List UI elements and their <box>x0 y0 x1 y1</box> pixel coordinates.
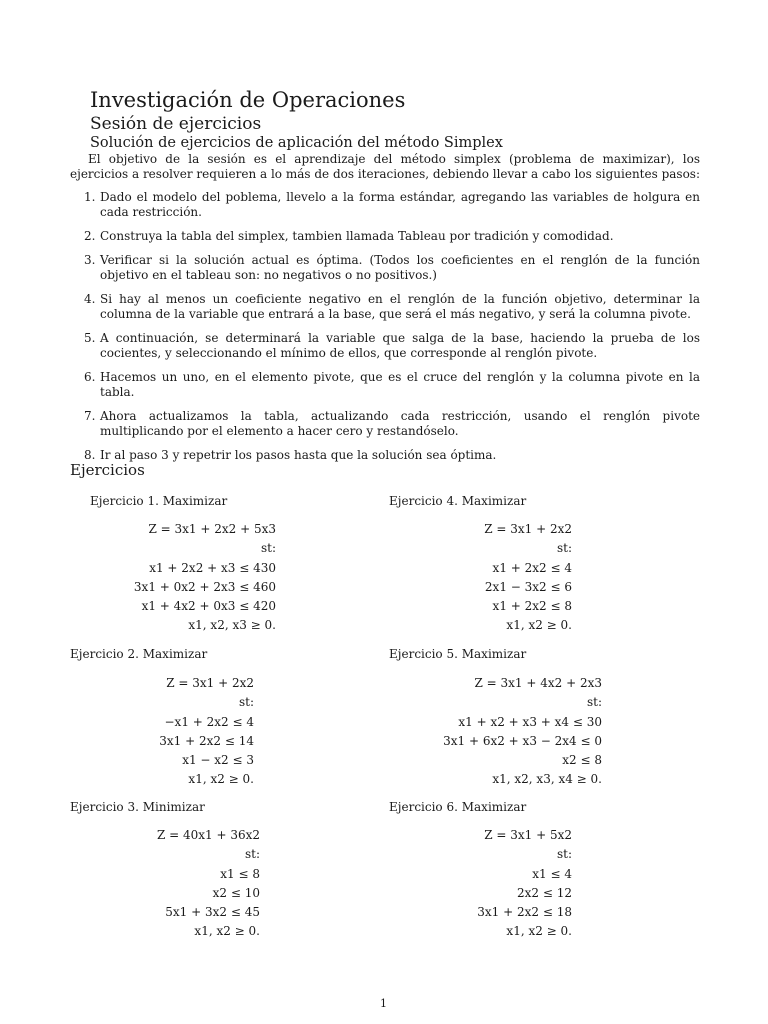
steps-list <box>70 190 700 463</box>
step-item <box>70 292 700 322</box>
step-text: A continuación, se determinará la variable que salga de la base, haciendo la prueba de los cocientes, y seleccionando el mínimo de ellos, que corresponde al renglón pivote. <box>100 331 700 360</box>
step-text: Ir al paso 3 y repetrir los pasos hasta que la solución sea óptima. <box>100 448 497 462</box>
step-number: 7. <box>84 409 96 423</box>
exercise-5-title: Ejercicio 5. Maximizar <box>389 647 527 661</box>
exercises-heading: Ejercicios <box>70 461 145 479</box>
constraint: x1 + 2x2 ≤ 8 <box>492 599 572 614</box>
constraint: 3x1 + 2x2 ≤ 14 <box>159 733 254 748</box>
exercise-2-model <box>159 674 254 790</box>
document-title: Investigación de Operaciones <box>90 88 406 112</box>
objective-function: Z = 3x1 + 2x2 <box>484 522 572 536</box>
constraint: x1 + 2x2 + x3 ≤ 430 <box>149 560 276 575</box>
objective-function: Z = 3x1 + 2x2 <box>166 676 254 690</box>
constraint: x1 + x2 + x3 + x4 ≤ 30 <box>458 714 602 729</box>
nonnegativity-constraint: x1, x2, x3 ≥ 0. <box>188 618 276 633</box>
objective-function: Z = 3x1 + 5x2 <box>484 828 572 842</box>
step-item <box>70 331 700 361</box>
constraint: 2x2 ≤ 12 <box>517 885 572 900</box>
exercise-6-model <box>477 826 572 942</box>
constraint: 2x1 − 3x2 ≤ 6 <box>484 579 572 594</box>
exercise-5-model <box>443 674 602 790</box>
step-item <box>70 253 700 283</box>
intro-text: El objetivo de la sesión es el aprendizaje del método simplex (problema de maximizar), los ejercicios a resolver requieren a lo más de dos iteraciones, debiendo llevar a cabo los siguientes pasos: <box>70 152 700 181</box>
constraint: 3x1 + 0x2 + 2x3 ≤ 460 <box>133 579 276 594</box>
step-number: 3. <box>84 253 96 267</box>
step-item <box>70 448 700 463</box>
nonnegativity-constraint: x1, x2 ≥ 0. <box>194 924 260 939</box>
objective-function: Z = 40x1 + 36x2 <box>156 828 260 842</box>
step-number: 8. <box>84 448 96 462</box>
step-text: Ahora actualizamos la tabla, actualizando cada restricción, usando el renglón pivote multiplicando por el elemento a hacer cero y restandóselo. <box>100 409 700 438</box>
exercise-2-title: Ejercicio 2. Maximizar <box>70 647 208 661</box>
nonnegativity-constraint: x1, x2 ≥ 0. <box>506 924 572 939</box>
constraint: x1 + 4x2 + 0x3 ≤ 420 <box>141 599 276 614</box>
step-item <box>70 409 700 439</box>
step-item <box>70 229 700 244</box>
constraint: −x1 + 2x2 ≤ 4 <box>164 714 254 729</box>
step-number: 1. <box>84 190 96 204</box>
constraint: x1 ≤ 4 <box>532 866 572 881</box>
intro-paragraph <box>70 152 700 182</box>
constraint: x2 ≤ 8 <box>562 753 602 768</box>
step-text: Hacemos un uno, en el elemento pivote, que es el cruce del renglón y la columna pivote en la tabla. <box>100 370 700 399</box>
step-item <box>70 190 700 220</box>
page-number: 1 <box>380 997 387 1010</box>
step-text: Si hay al menos un coeficiente negativo en el renglón de la función objetivo, determinar la columna de la variable que entrará a la base, que será el más negativo, y será la columna pivote. <box>100 292 700 321</box>
exercise-6-title: Ejercicio 6. Maximizar <box>389 800 527 814</box>
subject-to-label: st: <box>238 695 254 710</box>
document-subtitle: Sesión de ejercicios <box>90 114 262 134</box>
constraint: 3x1 + 2x2 ≤ 18 <box>477 905 572 920</box>
exercise-1-title: Ejercicio 1. Maximizar <box>90 494 228 508</box>
exercise-3-title: Ejercicio 3. Minimizar <box>70 800 205 814</box>
objective-function: Z = 3x1 + 4x2 + 2x3 <box>474 676 602 690</box>
constraint: 3x1 + 6x2 + x3 − 2x4 ≤ 0 <box>443 733 602 748</box>
constraint: 5x1 + 3x2 ≤ 45 <box>165 905 260 920</box>
step-number: 2. <box>84 229 96 243</box>
exercise-4-model <box>484 520 572 636</box>
constraint: x2 ≤ 10 <box>212 885 260 900</box>
step-number: 4. <box>84 292 96 306</box>
step-item <box>70 370 700 400</box>
nonnegativity-constraint: x1, x2, x3, x4 ≥ 0. <box>492 772 602 787</box>
nonnegativity-constraint: x1, x2 ≥ 0. <box>188 772 254 787</box>
section-heading: Solución de ejercicios de aplicación del método Simplex <box>90 135 503 151</box>
step-text: Dado el modelo del poblema, llevelo a la forma estándar, agregando las variables de holgura en cada restricción. <box>100 190 700 219</box>
subject-to-label: st: <box>244 847 260 862</box>
constraint: x1 − x2 ≤ 3 <box>182 753 254 768</box>
subject-to-label: st: <box>556 847 572 862</box>
exercise-4-title: Ejercicio 4. Maximizar <box>389 494 527 508</box>
exercise-3-model <box>157 826 260 942</box>
objective-function: Z = 3x1 + 2x2 + 5x3 <box>148 522 276 536</box>
constraint: x1 ≤ 8 <box>220 866 260 881</box>
exercise-1-model <box>134 520 276 636</box>
step-text: Verificar si la solución actual es óptima. (Todos los coeficientes en el renglón de la función objetivo en el tableau son: no negativos o no positivos.) <box>100 253 700 282</box>
subject-to-label: st: <box>586 695 602 710</box>
nonnegativity-constraint: x1, x2 ≥ 0. <box>506 618 572 633</box>
step-number: 5. <box>84 331 96 345</box>
step-text: Construya la tabla del simplex, tambien llamada Tableau por tradición y comodidad. <box>100 229 614 243</box>
step-number: 6. <box>84 370 96 384</box>
subject-to-label: st: <box>556 541 572 556</box>
subject-to-label: st: <box>260 541 276 556</box>
constraint: x1 + 2x2 ≤ 4 <box>492 560 572 575</box>
